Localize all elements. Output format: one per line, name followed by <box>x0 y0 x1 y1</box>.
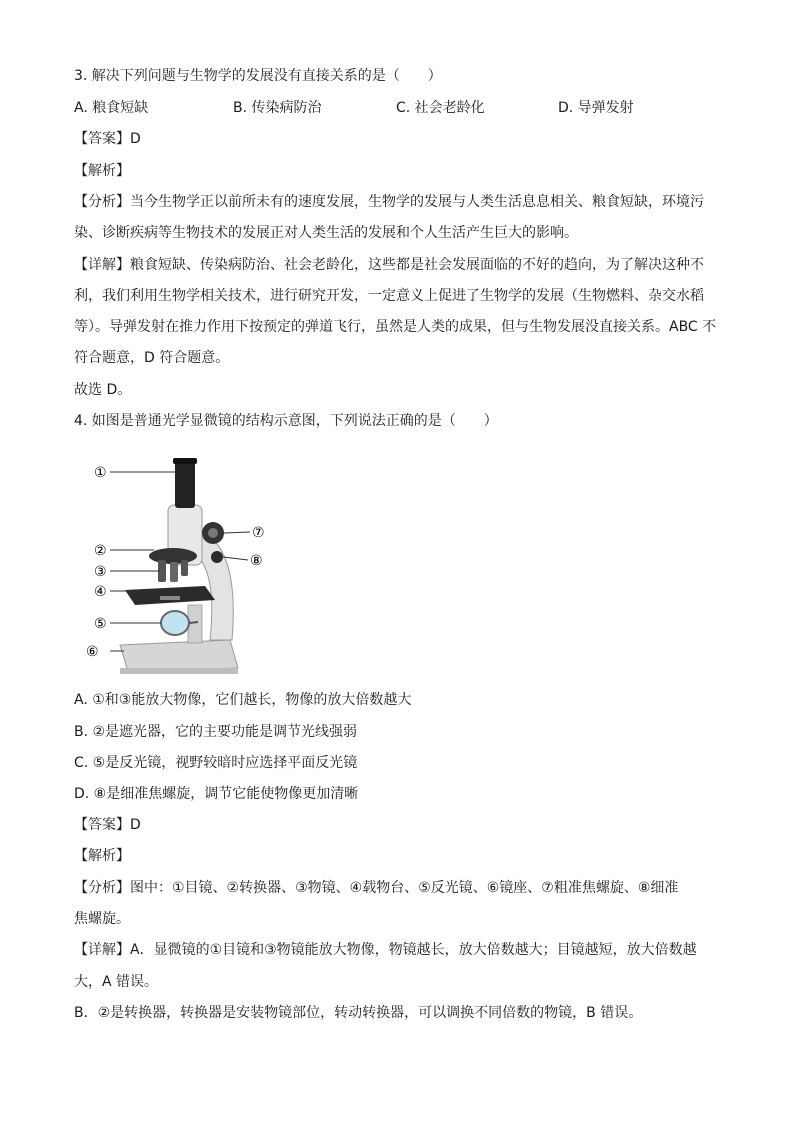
diagram-label-4: ④ <box>94 584 107 600</box>
q4-xiangjie-line-2: 大，A 错误。 <box>74 974 159 990</box>
q3-analysis-label: 【解析】 <box>74 163 130 179</box>
q4-xiangjie-line-1: 【详解】A．显微镜的①目镜和③物镜能放大物像，物镜越长，放大倍数越大；目镜越短，放大倍数越 <box>74 942 697 958</box>
q3-xiangjie-line-2: 利，我们利用生物学相关技术，进行研究开发，一定意义上促进了生物学的发展（生物燃料、杂交水稻 <box>74 288 704 304</box>
q4-answer: 【答案】D <box>74 817 141 833</box>
diagram-label-7: ⑦ <box>252 525 265 541</box>
microscope-base <box>120 640 238 672</box>
diagram-label-3: ③ <box>94 564 107 580</box>
objective-lens-3 <box>181 560 188 576</box>
q3-stem: 3. 解决下列问题与生物学的发展没有直接关系的是（ ） <box>74 68 442 84</box>
q3-answer: 【答案】D <box>74 131 141 147</box>
q3-option-b: B. 传染病防治 <box>233 100 322 116</box>
diagram-label-6: ⑥ <box>86 644 99 660</box>
objective-lens-2 <box>170 562 178 582</box>
diagram-label-2: ② <box>94 543 107 559</box>
q4-stem: 4. 如图是普通光学显微镜的结构示意图，下列说法正确的是（ ） <box>74 413 498 429</box>
diagram-label-5: ⑤ <box>94 616 107 632</box>
q4-option-d: D. ⑧是细准焦螺旋，调节它能使物像更加清晰 <box>74 786 359 802</box>
q4-fenxi-line-2: 焦螺旋。 <box>74 911 130 927</box>
q3-fenxi-line-2: 染、诊断疾病等生物技术的发展正对人类生活的发展和个人生活产生巨大的影响。 <box>74 225 578 241</box>
q4-option-c: C. ⑤是反光镜，视野较暗时应选择平面反光镜 <box>74 755 358 771</box>
fine-focus-knob <box>211 551 223 563</box>
q4-xiangjie-line-3: B．②是转换器，转换器是安装物镜部位，转动转换器，可以调换不同倍数的物镜，B 错误。 <box>74 1005 643 1021</box>
q4-analysis-label: 【解析】 <box>74 848 130 864</box>
q3-option-a: A. 粮食短缺 <box>74 100 149 116</box>
nosepiece <box>149 548 197 564</box>
diagram-label-8: ⑧ <box>250 553 263 569</box>
eyepiece <box>175 460 195 508</box>
q3-xiangjie-line-1: 【详解】粮食短缺、传染病防治、社会老龄化，这些都是社会发展面临的不好的趋向，为了解决这种不 <box>74 257 704 273</box>
q3-fenxi-line-1: 【分析】当今生物学正以前所未有的速度发展，生物学的发展与人类生活息息相关、粮食短缺，环境污 <box>74 194 704 210</box>
diagram-label-1: ① <box>94 465 107 481</box>
mirror <box>161 611 189 635</box>
q3-option-c: C. 社会老龄化 <box>396 100 485 116</box>
q4-option-b: B. ②是遮光器，它的主要功能是调节光线强弱 <box>74 724 358 740</box>
q3-xiangjie-line-4: 符合题意，D 符合题意。 <box>74 350 230 366</box>
microscope-diagram <box>80 450 280 685</box>
q3-conclusion: 故选 D。 <box>74 382 132 398</box>
q3-xiangjie-line-3: 等）。导弹发射在推力作用下按预定的弹道飞行，虽然是人类的成果，但与生物发展没直接关系。ABC 不 <box>74 319 717 335</box>
stage <box>125 586 215 605</box>
q4-option-a: A. ①和③能放大物像，它们越长，物像的放大倍数越大 <box>74 692 412 708</box>
q4-fenxi-line-1: 【分析】图中：①目镜、②转换器、③物镜、④载物台、⑤反光镜、⑥镜座、⑦粗准焦螺旋、⑧细准 <box>74 880 679 896</box>
q3-option-d: D. 导弹发射 <box>558 100 634 116</box>
